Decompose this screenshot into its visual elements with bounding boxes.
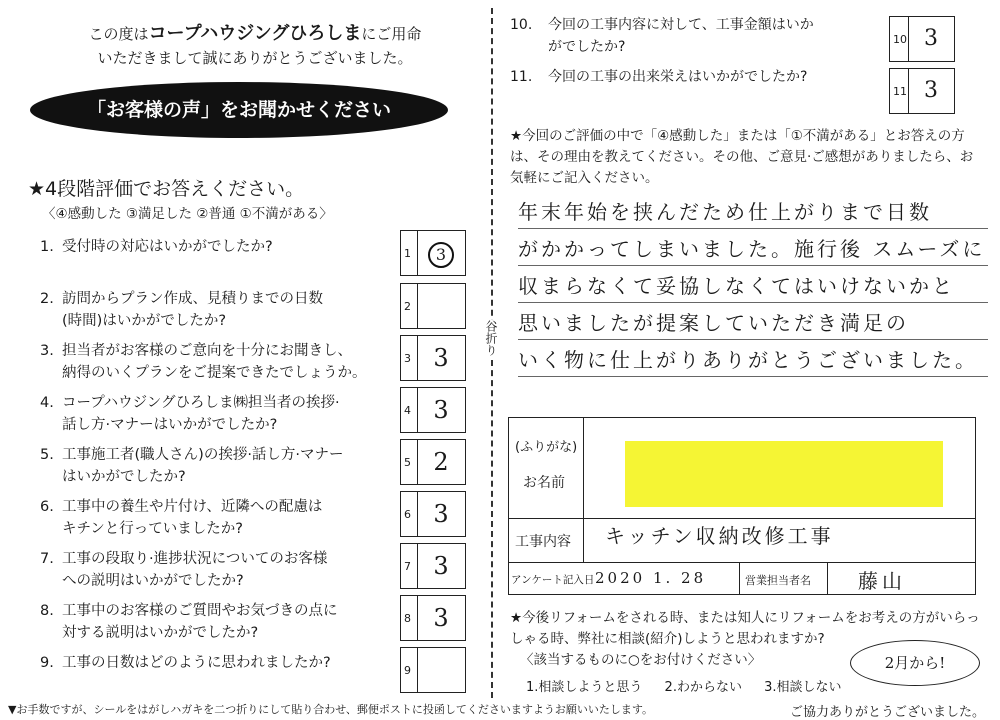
question-1 <box>40 236 395 258</box>
referral-prompt: ★今後リフォームをされる時、または知人にリフォームをお考えの方がいらっしゃる時、弊社に相談(紹介)しようと思われますか? <box>510 610 980 647</box>
answer-index: 5 <box>404 456 411 469</box>
box-divider <box>908 17 909 61</box>
question-text: 受付時の対応はいかがでしたか? <box>62 239 273 255</box>
question-number: 3. <box>40 343 54 359</box>
question-text-2: がでしたか? <box>548 39 626 55</box>
box-divider <box>417 648 418 692</box>
question-line <box>40 236 395 258</box>
answer-box-8[interactable] <box>400 595 466 641</box>
question-10 <box>510 14 880 58</box>
question-line <box>40 288 395 310</box>
answer-cell <box>419 440 463 484</box>
question-8 <box>40 600 395 644</box>
reason-prompt: ★今回のご評価の中で「④感動した」または「①不満がある」とお答えの方は、その理由を教えてください。その他、ご意見·ご感想がありましたら、お気軽にご記入ください。 <box>510 128 974 186</box>
question-text: 担当者がお客様のご意向を十分にお聞きし、 <box>62 343 352 359</box>
question-3 <box>40 340 395 384</box>
answer-index: 9 <box>404 664 411 677</box>
question-number: 2. <box>40 291 54 307</box>
option-consult[interactable]: 1.相談しようと思う <box>526 680 643 695</box>
question-5 <box>40 444 395 488</box>
answer-value: 3 <box>428 242 454 268</box>
question-text-2: 話し方·マナーはいかがでしたか? <box>62 417 278 433</box>
question-text-2: キチンと行っていましたか? <box>62 521 243 537</box>
intro-message <box>55 22 455 70</box>
question-text: コープハウジングひろしま㈱担当者の挨拶· <box>62 395 340 411</box>
answer-box-9[interactable] <box>400 647 466 693</box>
fold-label <box>482 320 500 360</box>
answer-index: 7 <box>404 560 411 573</box>
construction-content-value: キッチン収納改修工事 <box>605 524 834 548</box>
question-line <box>40 548 395 570</box>
question-11 <box>510 66 880 88</box>
question-number: 11. <box>510 69 533 85</box>
question-line <box>510 14 880 36</box>
answer-value: 3 <box>433 396 449 424</box>
question-line <box>40 496 395 518</box>
intro-post: にご用命 <box>361 25 422 43</box>
answer-index: 6 <box>404 508 411 521</box>
question-text-2: 納得のいくプランをご提案できたでしょうか。 <box>62 365 367 381</box>
question-line <box>40 340 395 362</box>
answer-index: 10 <box>893 33 907 46</box>
question-7 <box>40 548 395 592</box>
label-divider <box>583 418 584 562</box>
content-label: 工事内容 <box>515 534 571 550</box>
answer-box-5[interactable] <box>400 439 466 485</box>
answer-index: 3 <box>404 352 411 365</box>
question-text-2: への説明はいかがでしたか? <box>62 573 244 589</box>
box-divider <box>417 440 418 484</box>
answer-value: 2 <box>433 448 449 476</box>
name-redaction <box>625 441 943 507</box>
answer-cell <box>419 231 463 275</box>
rating-instruction: ★4段階評価でお答えください。 <box>28 178 305 200</box>
question-number: 4. <box>40 395 54 411</box>
referral-options <box>526 676 860 695</box>
comment-line: いく物に仕上がりありがとうございました。 <box>518 340 988 377</box>
box-divider <box>417 492 418 536</box>
question-text: 工事中のお客様のご質問やお気づきの点に <box>62 603 338 619</box>
answer-cell <box>419 648 463 692</box>
box-divider <box>417 544 418 588</box>
answer-value: 3 <box>924 78 938 103</box>
question-9 <box>40 652 395 674</box>
question-text: 今回の工事内容に対して、工事金額はいか <box>548 17 814 33</box>
question-2 <box>40 288 395 332</box>
question-number: 5. <box>40 447 54 463</box>
handwritten-note: 2月から! <box>850 640 980 686</box>
answer-index: 2 <box>404 300 411 313</box>
box-divider <box>417 284 418 328</box>
question-text: 工事の日数はどのように思われましたか? <box>62 655 331 671</box>
option-unsure[interactable]: 2.わからない <box>664 680 742 695</box>
comment-line: がかかってしまいました。施行後 スムーズに <box>518 229 988 266</box>
comment-line: 思いましたが提案していただき満足の <box>518 303 988 340</box>
name-label: お名前 <box>523 475 565 491</box>
intro-pre: この度は <box>88 25 149 43</box>
brand-name: コープハウジング <box>148 23 290 44</box>
fold-label-text: 谷折り <box>484 320 498 356</box>
question-line <box>40 600 395 622</box>
answer-box-1[interactable] <box>400 230 466 276</box>
brand-name-2: ひろしま <box>289 23 362 44</box>
answer-index: 1 <box>404 247 411 260</box>
question-number: 1. <box>40 239 54 255</box>
question-text: 工事の段取り·進捗状況についてのお客様 <box>62 551 328 567</box>
question-text: 今回の工事の出来栄えはいかがでしたか? <box>548 69 808 85</box>
answer-cell <box>419 544 463 588</box>
comment-area <box>518 192 988 377</box>
staff-divider <box>827 562 828 594</box>
furigana-label: (ふりがな) <box>515 440 578 455</box>
sales-staff-value: 藤山 <box>858 569 906 593</box>
answer-index: 4 <box>404 404 411 417</box>
survey-date-value: 2020 1. 28 <box>595 569 707 587</box>
answer-cell <box>419 596 463 640</box>
staff-label: 営業担当者名 <box>745 574 811 587</box>
answer-value: 3 <box>433 604 449 632</box>
box-divider <box>417 388 418 432</box>
question-number: 7. <box>40 551 54 567</box>
answer-value: 3 <box>924 26 938 51</box>
answer-cell <box>419 336 463 380</box>
answer-box-4[interactable] <box>400 387 466 433</box>
answer-box-3[interactable] <box>400 335 466 381</box>
question-line <box>510 66 880 88</box>
question-line <box>40 652 395 674</box>
answer-cell <box>419 284 463 328</box>
question-line <box>40 392 395 414</box>
answer-index: 11 <box>893 85 907 98</box>
answer-box-6[interactable] <box>400 491 466 537</box>
answer-value: 3 <box>433 344 449 372</box>
box-divider <box>417 336 418 380</box>
date-divider <box>739 562 740 594</box>
intro-line-1 <box>55 22 455 46</box>
box-divider <box>417 596 418 640</box>
question-6 <box>40 496 395 540</box>
answer-cell <box>419 492 463 536</box>
answer-box-10[interactable] <box>889 16 955 62</box>
question-text: 訪問からプラン作成、見積りまでの日数 <box>62 291 323 307</box>
answer-value: 3 <box>433 552 449 580</box>
question-4 <box>40 392 395 436</box>
intro-line-2: いただきまして誠にありがとうございました。 <box>97 49 413 67</box>
question-number: 8. <box>40 603 54 619</box>
question-text: 工事施工者(職人さん)の挨拶·話し方·マナー <box>62 447 344 463</box>
question-text-2: 対する説明はいかがでしたか? <box>62 625 259 641</box>
question-text-2: はいかがでしたか? <box>62 469 186 485</box>
option-not-consult[interactable]: 3.相談しない <box>764 680 842 695</box>
date-label: アンケート記入日 <box>511 574 595 586</box>
answer-index: 8 <box>404 612 411 625</box>
answer-box-2[interactable] <box>400 283 466 329</box>
footer-instruction: ▼お手数ですが、シールをはがしハガキを二つ折りにして貼り合わせ、郵便ポストに投函してくださいますようお願いいたします。 <box>8 703 654 716</box>
question-number: 10. <box>510 17 533 33</box>
thanks-message: ご協力ありがとうございました。 <box>790 705 986 720</box>
question-line <box>40 444 395 466</box>
answer-value: 3 <box>433 500 449 528</box>
answer-cell <box>419 388 463 432</box>
comment-line: 収まらなくて妥協しなくてはいけないかと <box>518 266 988 303</box>
question-text: 工事中の養生や片付け、近隣への配慮は <box>62 499 323 515</box>
question-number: 9. <box>40 655 54 671</box>
question-text-2: (時間)はいかがでしたか? <box>62 313 227 329</box>
box-divider <box>908 69 909 113</box>
referral-sub: 〈該当するものに○をお付けください〉 <box>520 652 762 668</box>
answer-box-11[interactable] <box>889 68 955 114</box>
question-number: 6. <box>40 499 54 515</box>
rating-scale: 〈④感動した ③満足した ②普通 ①不満がある〉 <box>42 206 333 222</box>
answer-box-7[interactable] <box>400 543 466 589</box>
comment-line: 年末年始を挟んだため仕上がりまで日数 <box>518 192 988 229</box>
survey-banner: 「お客様の声」をお聞かせください <box>30 82 448 138</box>
box-divider <box>417 231 418 275</box>
